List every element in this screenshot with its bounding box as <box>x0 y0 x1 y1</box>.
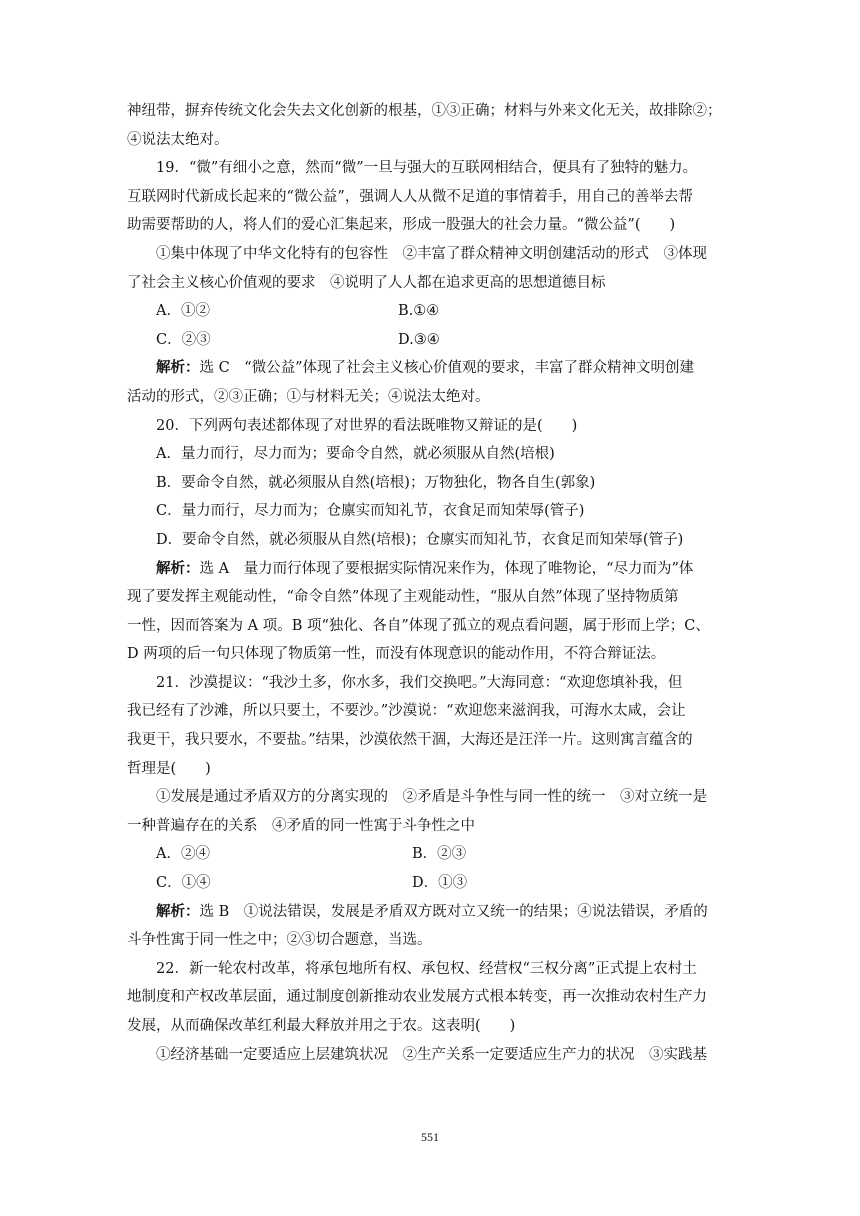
statement-line: ①集中体现了中华文化特有的包容性 ②丰富了群众精神文明创建活动的形式 ③体现 <box>156 245 707 262</box>
option-b: B．要命令自然，就必须服从自然(培根)；万物独化，物各自生(郭象) <box>156 474 596 491</box>
question-stem-line: 我更干，我只要水，不要盐。”结果，沙漠依然干涸，大海还是汪洋一片。这则寓言蕴含的 <box>127 732 693 749</box>
prev-explanation-line: ④说法太绝对。 <box>127 131 229 148</box>
question-stem-line: 互联网时代新成长起来的“微公益”，强调人人从微不足道的事情着手，用自己的善举去帮 <box>127 188 693 205</box>
explanation-line: 活动的形式，②③正确；①与材料无关；④说法太绝对。 <box>127 388 490 405</box>
options-row <box>127 840 735 869</box>
option-a: A．量力而行，尽力而为；要命令自然，就必须服从自然(培根) <box>156 446 555 463</box>
explanation-line: 一性，因而答案为 A 项。B 项“独化、各自”体现了孤立的观点看问题，属于形而上学；C、 <box>127 617 710 634</box>
question-stem-line: 我已经有了沙滩，所以只要土，不要沙。”沙漠说：“欢迎您来滋润我，可海水太咸，会让 <box>127 703 686 720</box>
option-d: D.③④ <box>398 331 440 348</box>
explanation-label: 解析： <box>156 902 200 920</box>
option-d: D．要命令自然，就必须服从自然(培根)；仓廪实而知礼节，衣食足而知荣辱(管子) <box>156 531 684 548</box>
option-a: A．①② <box>156 303 210 320</box>
explanation-line: 斗争性寓于同一性之中；②③切合题意，当选。 <box>127 932 432 949</box>
explanation-line: 现了要发挥主观能动性，“命令自然”体现了主观能动性，“服从自然”体现了坚持物质第 <box>127 589 679 606</box>
options-row <box>127 326 735 355</box>
explanation-text: 选 C “微公益”体现了社会主义核心价值观的要求，丰富了群众精神文明创建 <box>199 360 695 377</box>
option-b: B.①④ <box>398 303 440 320</box>
page-number: 551 <box>421 1130 439 1144</box>
page-content <box>127 97 735 1069</box>
option-d: D．①③ <box>412 875 468 892</box>
statement-line: 了社会主义核心价值观的要求 ④说明了人人都在追求更高的思想道德目标 <box>127 274 606 291</box>
option-c: C．量力而行，尽力而为；仓廪实而知礼节，衣食足而知荣辱(管子) <box>156 503 585 520</box>
explanation-label: 解析： <box>156 359 200 377</box>
explanation-line <box>127 555 735 584</box>
statement-line: ①经济基础一定要适应上层建筑状况 ②生产关系一定要适应生产力的状况 ③实践基 <box>156 1046 707 1063</box>
question-19 <box>127 154 735 411</box>
option-c: C．②③ <box>156 331 211 348</box>
question-stem-line: 发展，从而确保改革红利最大释放并用之于农。这表明( ) <box>127 1018 516 1034</box>
explanation-text: 选 B ①说法错误，发展是矛盾双方既对立又统一的结果；④说法错误，矛盾的 <box>199 903 708 920</box>
question-stem-line: 22．新一轮农村改革，将承包地所有权、承包权、经营权“三权分离”正式提上农村土 <box>156 960 697 977</box>
prev-explanation-line: 神纽带，摒弃传统文化会失去文化创新的根基，①③正确；材料与外来文化无关，故排除②； <box>127 103 722 119</box>
explanation-line: D 两项的后一句只体现了物质第一性，而没有体现意识的能动作用，不符合辩证法。 <box>127 646 666 663</box>
question-stem-line: 21．沙漠提议：“我沙土多，你水多，我们交换吧。”大海同意：“欢迎您填补我，但 <box>156 674 683 691</box>
explanation-line <box>127 898 735 927</box>
question-22 <box>127 955 735 1069</box>
statement-line: 一种普遍存在的关系 ④矛盾的同一性寓于斗争性之中 <box>127 817 475 834</box>
explanation-text: 选 A 量力而行体现了要根据实际情况来作为，体现了唯物论，“尽力而为”体 <box>199 560 694 577</box>
option-a: A．②④ <box>156 846 210 863</box>
options-row <box>127 297 735 326</box>
question-stem-line: 助需要帮助的人，将人们的爱心汇集起来，形成一股强大的社会力量。“微公益”( ) <box>127 217 676 234</box>
option-c: C．①④ <box>156 875 211 892</box>
question-20 <box>127 412 735 669</box>
explanation-label: 解析： <box>156 559 200 577</box>
question-stem-line: 地制度和产权改革层面，通过制度创新推动农业发展方式根本转变，再一次推动农村生产力 <box>127 989 707 1006</box>
question-21 <box>127 669 735 955</box>
option-b: B．②③ <box>412 846 467 863</box>
question-stem-line: 哲理是( ) <box>127 760 211 777</box>
explanation-line <box>127 354 735 383</box>
options-row <box>127 869 735 898</box>
question-stem-line: 20．下列两句表述都体现了对世界的看法既唯物又辩证的是( ) <box>156 417 578 434</box>
question-stem-line: 19．“微”有细小之意，然而“微”一旦与强大的互联网相结合，便具有了独特的魅力。 <box>156 160 698 177</box>
statement-line: ①发展是通过矛盾双方的分离实现的 ②矛盾是斗争性与同一性的统一 ③对立统一是 <box>156 789 707 806</box>
